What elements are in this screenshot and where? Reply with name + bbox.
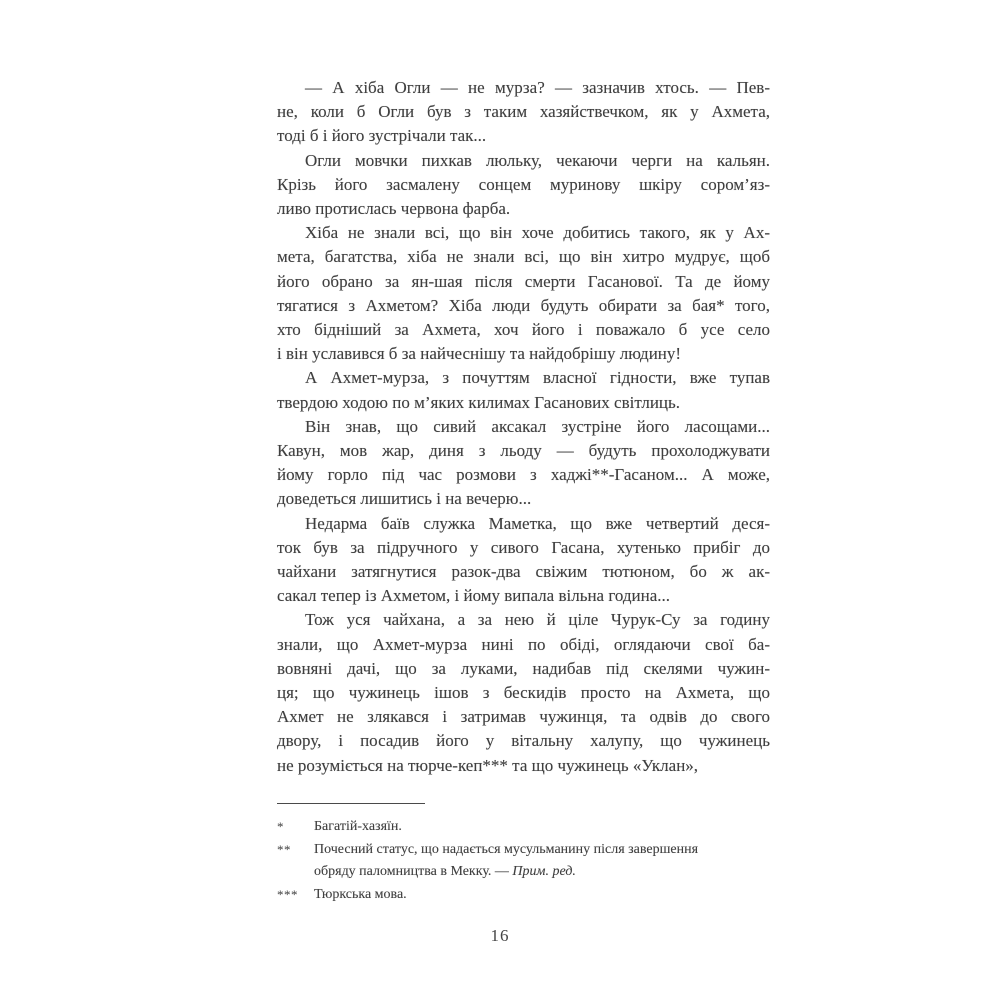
text-line: сакал тепер із Ахметом, і йому випала вільна година...	[277, 586, 671, 606]
text-line: ливо протислась червона фарба.	[277, 199, 511, 219]
text-line: Хіба не знали всі, що він хоче добитись такого, як у Ах-	[305, 223, 770, 243]
footnote-text	[314, 839, 770, 884]
text-line: Огли мовчки пихкав люльку, чекаючи черги на кальян.	[305, 150, 770, 170]
footnote-item	[277, 839, 770, 884]
text-line: доведеться лишитись і на вечерю...	[277, 489, 532, 509]
text-line: А Ахмет-мурза, з почуттям власної гідности, вже тупав	[305, 368, 770, 388]
page-number: 16	[490, 926, 510, 945]
footnote-text	[314, 816, 770, 839]
footnote-marker: *	[277, 819, 284, 834]
text-line: тоді б і його зустрічали так...	[277, 126, 487, 146]
text-block	[277, 76, 770, 778]
footnote-item	[277, 884, 770, 907]
footnote-marker: ***	[277, 886, 298, 902]
text-line: знали, що Ахмет-мурза нині по обіді, оглядаючи свої ба-	[277, 634, 770, 654]
footnote-separator-rule	[277, 803, 425, 804]
text-line: його обрано за ян-шая після смерти Гасанової. Та де йому	[277, 271, 770, 291]
text-line: Ахмет не злякався і затримав чужинця, та одвів до свого	[277, 707, 770, 727]
text-line: не розуміється на тюрче-кеп*** та що чужинець «Уклан»,	[277, 755, 699, 775]
text-line: двору, і посадив його у вітальну халупу, що чужинець	[277, 731, 770, 751]
footnote-text	[314, 884, 770, 907]
text-line: вовняні дачі, що за луками, надибав під скелями чужин-	[277, 658, 770, 678]
text-line: йому горло під час розмови з хаджі**-Гасаном... А може,	[277, 465, 770, 485]
footnote-line: Почесний статус, що надається мусульманину після завершення	[314, 841, 699, 857]
footnote-line: Тюркська мова.	[314, 886, 407, 902]
text-line: ця; що чужинець ішов з бескидів просто на Ахмета, що	[277, 683, 770, 703]
text-line: мета, багатства, хіба не знали всі, що він хитро мудрує, щоб	[277, 247, 770, 267]
text-line: твердою ходою по м’яких килимах Гасанових світлиць.	[277, 392, 681, 412]
text-line: Він знав, що сивий аксакал зустріне його ласощами...	[305, 416, 770, 436]
footnote-marker: **	[277, 841, 291, 857]
text-line: чайхани затягнутися разок-два свіжим тютюном, бо ж ак-	[277, 562, 770, 582]
footnotes-list	[277, 816, 770, 906]
text-line: Кавун, мов жар, диня з льоду — будуть прохолоджувати	[277, 441, 770, 461]
text-line: Тож уся чайхана, а за нею й ціле Чурук-Су за годину	[305, 610, 770, 630]
text-line: Недарма баїв служка Маметка, що вже четвертий деся-	[305, 513, 770, 533]
text-line: не, коли б Огли був з таким хазяйствечком, як у Ахмета,	[277, 102, 770, 122]
footnotes	[277, 803, 770, 906]
text-line: тягатися з Ахметом? Хіба люди будуть обирати за бая* того,	[277, 295, 770, 315]
footnote-line: Багатій-хазяїн.	[314, 819, 402, 834]
text-line: Крізь його засмалену сонцем муринову шкіру сором’яз-	[277, 174, 770, 194]
footnote-line: обряду паломництва в Мекку. — Прим. ред.	[314, 864, 576, 879]
text-line: — А хіба Огли — не мурза? — зазначив хтось. — Пев-	[305, 78, 770, 97]
footnote-item	[277, 816, 770, 839]
text-line: ток був за підручного у сивого Гасана, хутенько прибіг до	[277, 537, 770, 557]
text-line: хто бідніший за Ахмета, хоч його і поважало б усе село	[277, 320, 770, 340]
text-line: і він уславився б за найчеснішу та найдобрішу людину!	[277, 344, 682, 364]
